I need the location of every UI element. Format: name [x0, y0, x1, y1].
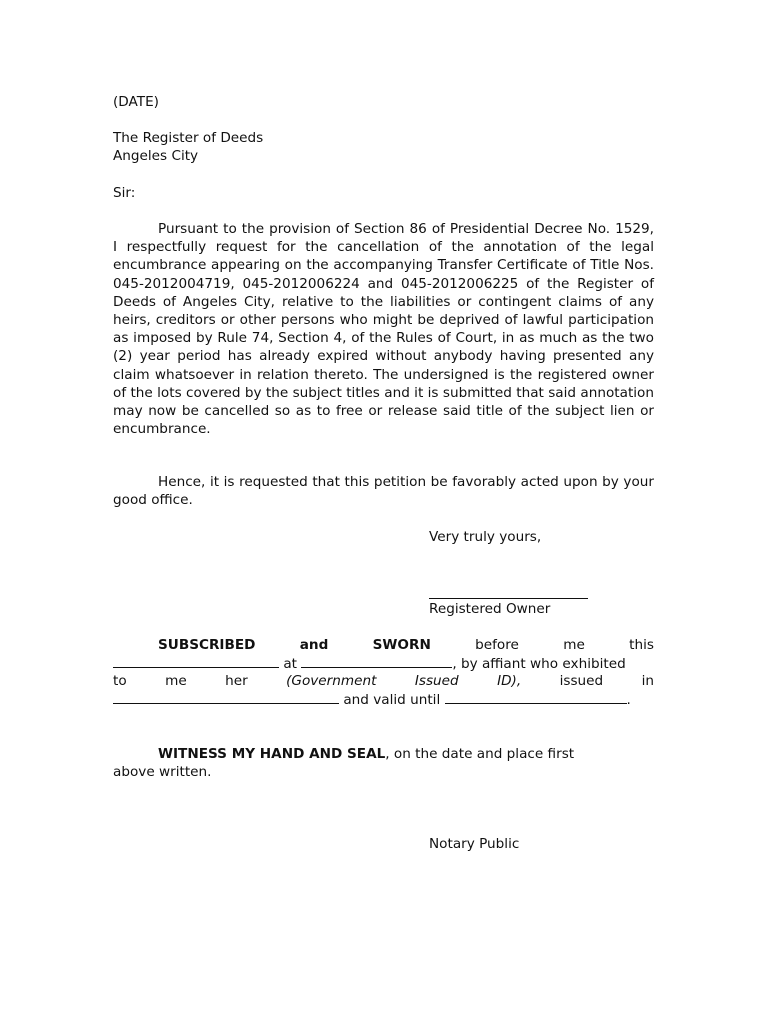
body-paragraph-2: Hence, it is requested that this petition be favorably acted upon by your good office.: [113, 474, 654, 509]
complimentary-close: Very truly yours,: [429, 529, 542, 545]
notary-label: Notary Public: [429, 836, 520, 852]
jurat-word: (Government: [286, 673, 377, 689]
jurat-word: ID),: [497, 673, 522, 689]
salutation: Sir:: [113, 185, 136, 201]
jurat-affiant-text: , by affiant who exhibited: [452, 656, 626, 672]
jurat-word: SWORN: [372, 637, 431, 653]
valid-until-blank: [445, 690, 627, 704]
issue-place-blank: [113, 690, 339, 704]
jurat-word: her: [225, 673, 248, 689]
jurat-word: this: [629, 637, 654, 653]
jurat-word: in: [641, 673, 654, 689]
addressee-line-1: The Register of Deeds: [113, 130, 264, 146]
jurat-line-1: [113, 636, 654, 654]
witness-line-1: [113, 745, 654, 763]
witness-bold: WITNESS MY HAND AND SEAL: [158, 746, 386, 762]
date-placeholder: (DATE): [113, 94, 159, 110]
witness-rest: , on the date and place first: [385, 746, 575, 762]
addressee-line-2: Angeles City: [113, 148, 199, 164]
jurat-at-text: at: [283, 656, 297, 672]
jurat-valid-until-text: and valid until: [343, 692, 441, 708]
jurat-word: SUBSCRIBED: [158, 637, 256, 653]
jurat-word: me: [563, 637, 585, 653]
jurat-word: and: [299, 637, 329, 653]
jurat-line-2: [113, 654, 654, 673]
jurat-line-4: [113, 690, 654, 709]
jurat-word: issued: [559, 673, 604, 689]
body-paragraph-1: Pursuant to the provision of Section 86 of Presidential Decree No. 1529, I respectfully request for the cancellation of the annotation of the legal encumbrance appearing on the accompanying Transfer Certificate of Title Nos. 045-2012004719, 045-2012006224 and 045-2012006225 of the Register of Deeds of Angeles City, relative to the liabilities or contingent claims of any heirs, creditors or other persons who might be deprived of lawful participation as imposed by Rule 74, Section 4, of the Rules of Court, in as much as the two (2) year period has already expired without anybody having presented any claim whatsoever in relation thereto. The undersigned is the registered owner of the lots covered by the subject titles and it is submitted that said annotation may now be cancelled so as to free or release said title of the subject lien or encumbrance.: [113, 221, 654, 438]
jurat-word: me: [165, 673, 187, 689]
witness-line-2: above written.: [113, 764, 212, 780]
date-blank: [113, 654, 279, 668]
jurat-line-3: [113, 672, 654, 690]
signatory-label: Registered Owner: [429, 601, 551, 617]
jurat-word: to: [113, 673, 127, 689]
jurat-word: Issued: [414, 673, 459, 689]
signature-line: [429, 598, 588, 599]
jurat-word: before: [475, 637, 519, 653]
jurat-period: .: [626, 692, 631, 708]
place-blank: [301, 654, 452, 668]
